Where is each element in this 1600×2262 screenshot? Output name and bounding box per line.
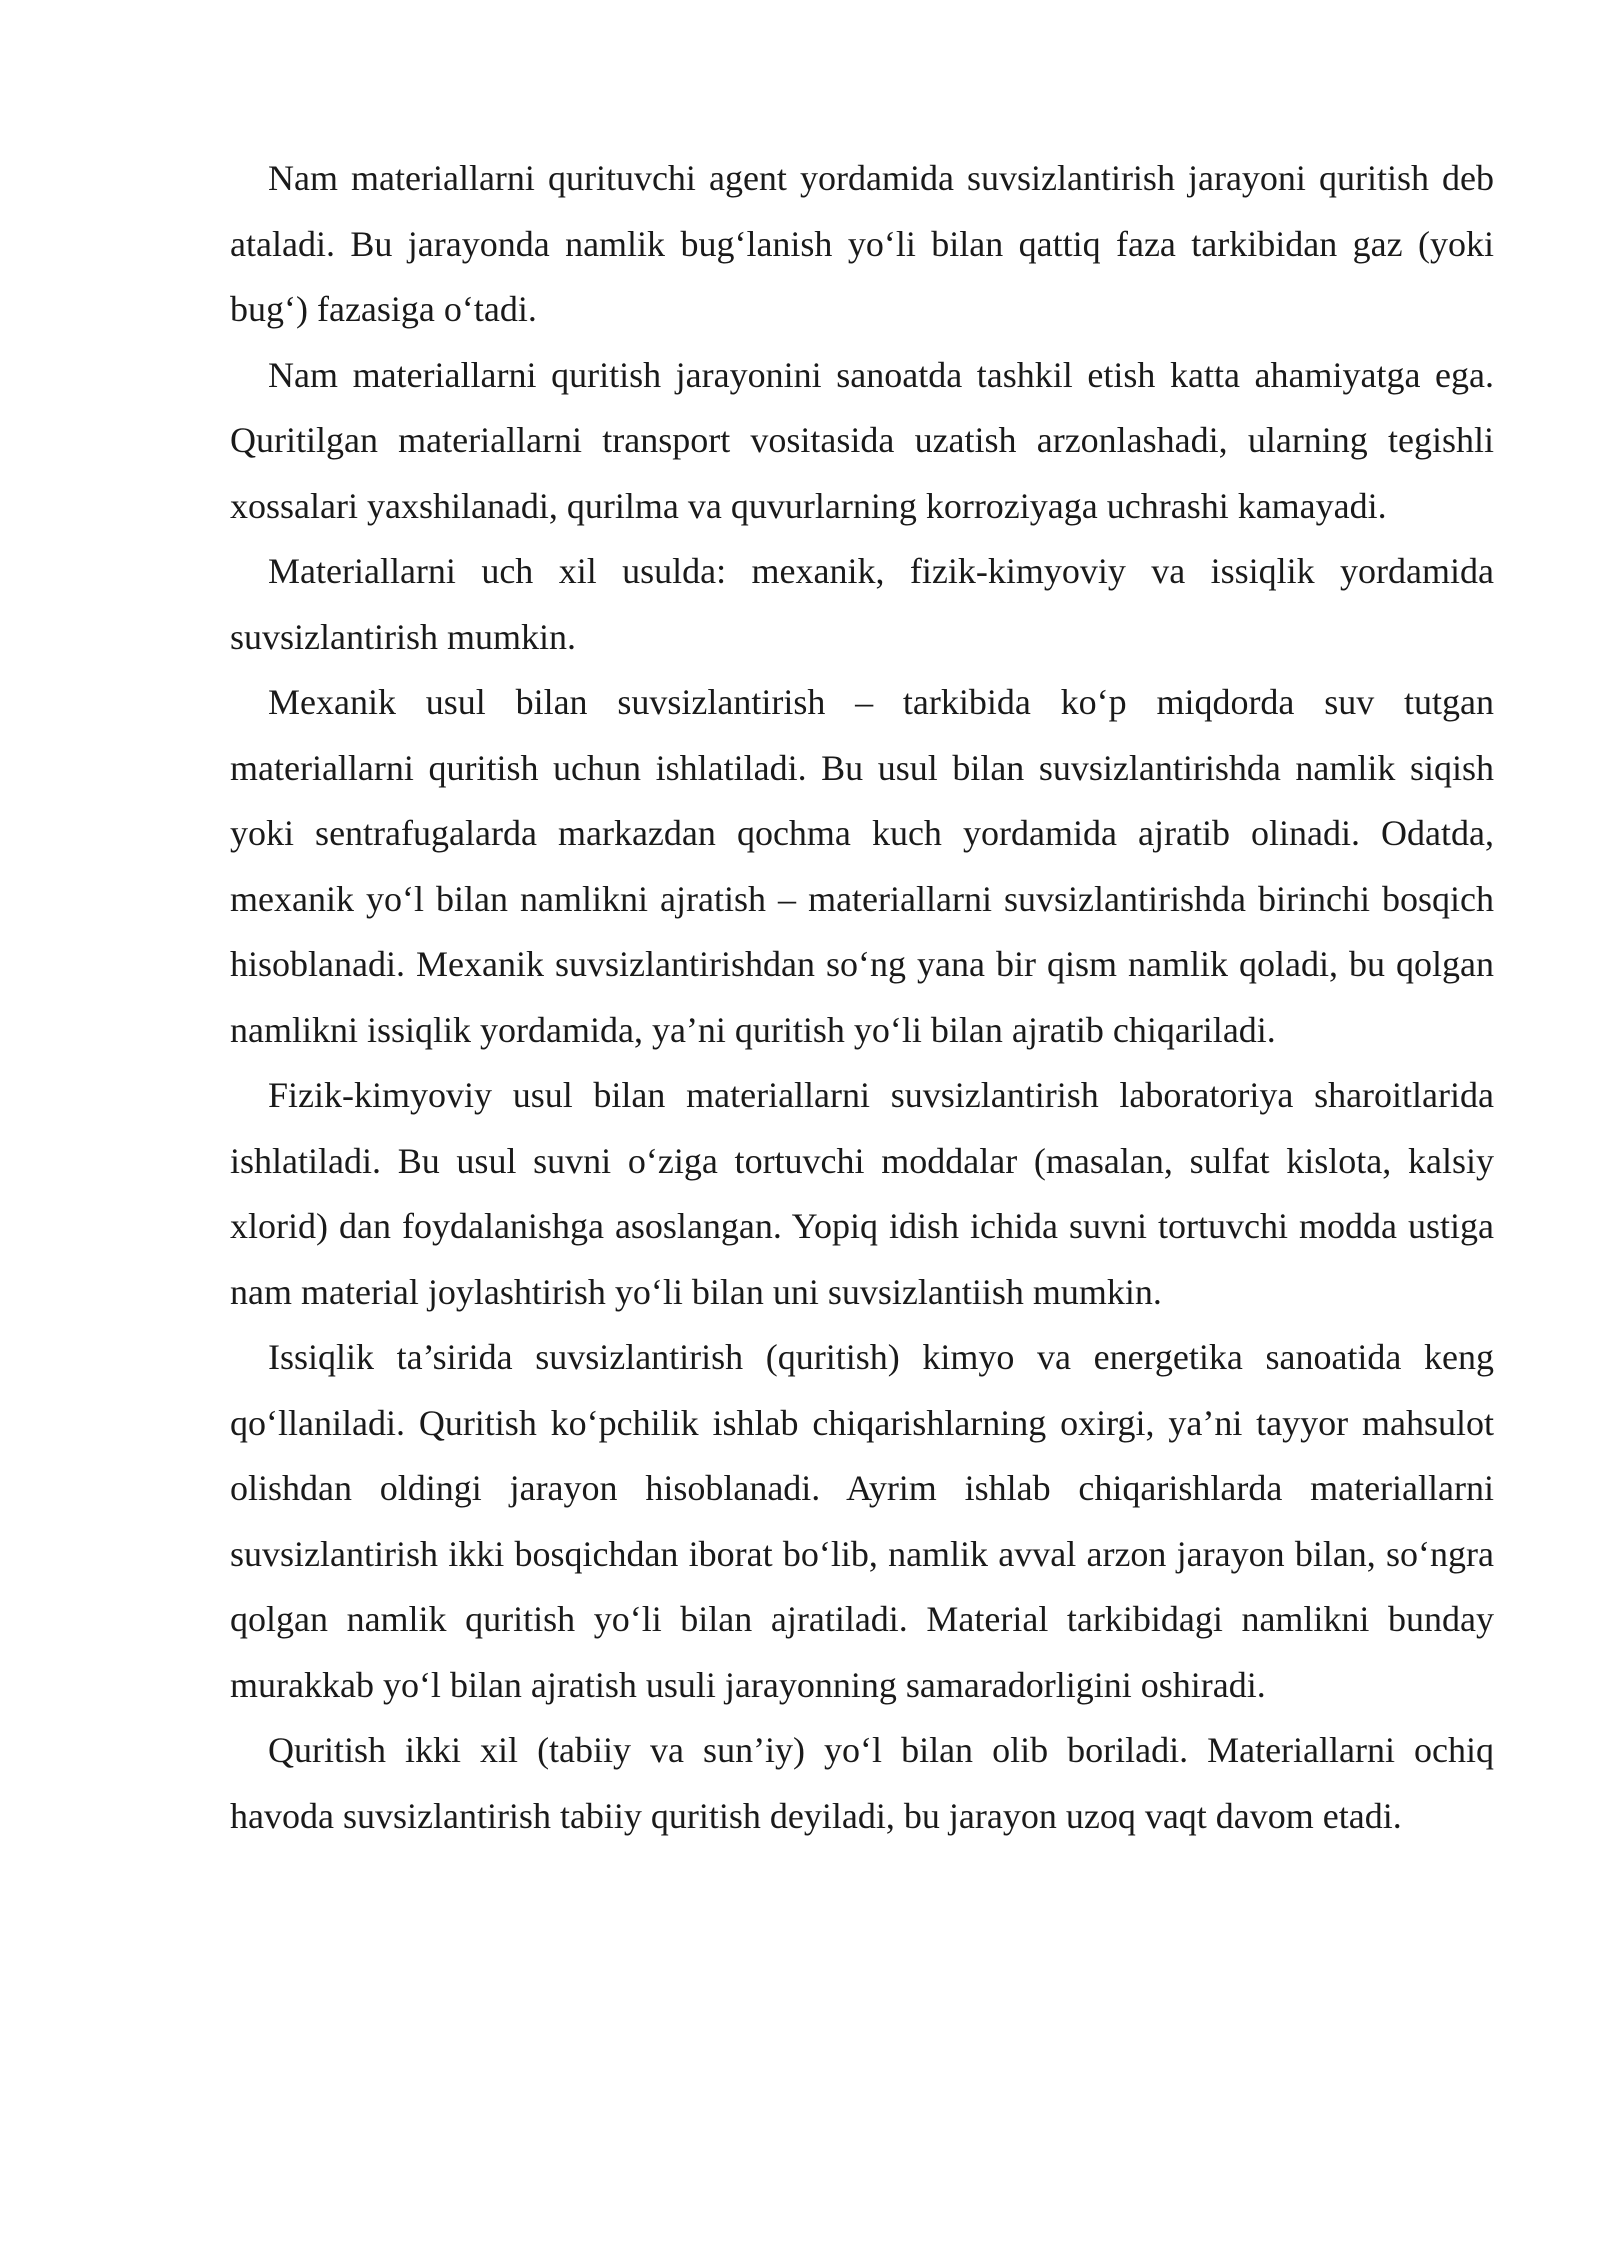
document-page: [230, 146, 1494, 1849]
paragraph-mechanical-method: Mexanik usul bilan suvsizlantirish – tarkibida ko‘p miqdorda suv tutgan materiallarni quritish uchun ishlatiladi. Bu usul bilan suvsizlantirishda namlik siqish yoki sentrafugalarda markazdan qochma kuch yordamida ajratib olinadi. Odatda, mexanik yo‘l bilan namlikni ajratish – materiallarni suvsizlantirishda birinchi bosqich hisoblanadi. Mexanik suvsizlantirishdan so‘ng yana bir qism namlik qoladi, bu qolgan namlikni issiqlik yordamida, ya’ni quritish yo‘li bilan ajratib chiqariladi.: [230, 682, 1494, 1050]
paragraph-thermal-method: Issiqlik ta’sirida suvsizlantirish (quritish) kimyo va energetika sanoatida keng qo‘llaniladi. Quritish ko‘pchilik ishlab chiqarishlarning oxirgi, ya’ni tayyor mahsulot olishdan oldingi jarayon hisoblanadi. Ayrim ishlab chiqarishlarda materiallarni suvsizlantirish ikki bosqichdan iborat bo‘lib, namlik avval arzon jarayon bilan, so‘ngra qolgan namlik quritish yo‘li bilan ajratiladi. Material tarkibidagi namlikni bunday murakkab yo‘l bilan ajratish usuli jarayonning samaradorligini oshiradi.: [230, 1337, 1494, 1705]
paragraph-physicochemical-method: Fizik-kimyoviy usul bilan materiallarni suvsizlantirish laboratoriya sharoitlarida ishlatiladi. Bu usul suvni o‘ziga tortuvchi moddalar (masalan, sulfat kislota, kalsiy xlorid) dan foydalanishga asoslangan. Yopiq idish ichida suvni tortuvchi modda ustiga nam material joylashtirish yo‘li bilan uni suvsizlantiish mumkin.: [230, 1075, 1494, 1312]
paragraph-industrial-importance: Nam materiallarni quritish jarayonini sanoatda tashkil etish katta ahamiyatga ega. Quritilgan materiallarni transport vositasida uzatish arzonlashadi, ularning tegishli xossalari yaxshilanadi, qurilma va quvurlarning korroziyaga uchrashi kamayadi.: [230, 354, 1494, 526]
paragraph-drying-definition: Nam materiallarni qurituvchi agent yordamida suvsizlantirish jarayoni quritish deb ataladi. Bu jarayonda namlik bug‘lanish yo‘li bilan qattiq faza tarkibidan gaz (yoki bug‘) fazasiga o‘tadi.: [230, 158, 1494, 329]
paragraph-natural-artificial-drying: Quritish ikki xil (tabiiy va sun’iy) yo‘l bilan olib boriladi. Materiallarni ochiq havoda suvsizlantirish tabiiy quritish deyiladi, bu jarayon uzoq vaqt davom etadi.: [230, 1730, 1494, 1836]
paragraph-three-methods: Materiallarni uch xil usulda: mexanik, fizik-kimyoviy va issiqlik yordamida suvsizlantirish mumkin.: [230, 551, 1494, 657]
